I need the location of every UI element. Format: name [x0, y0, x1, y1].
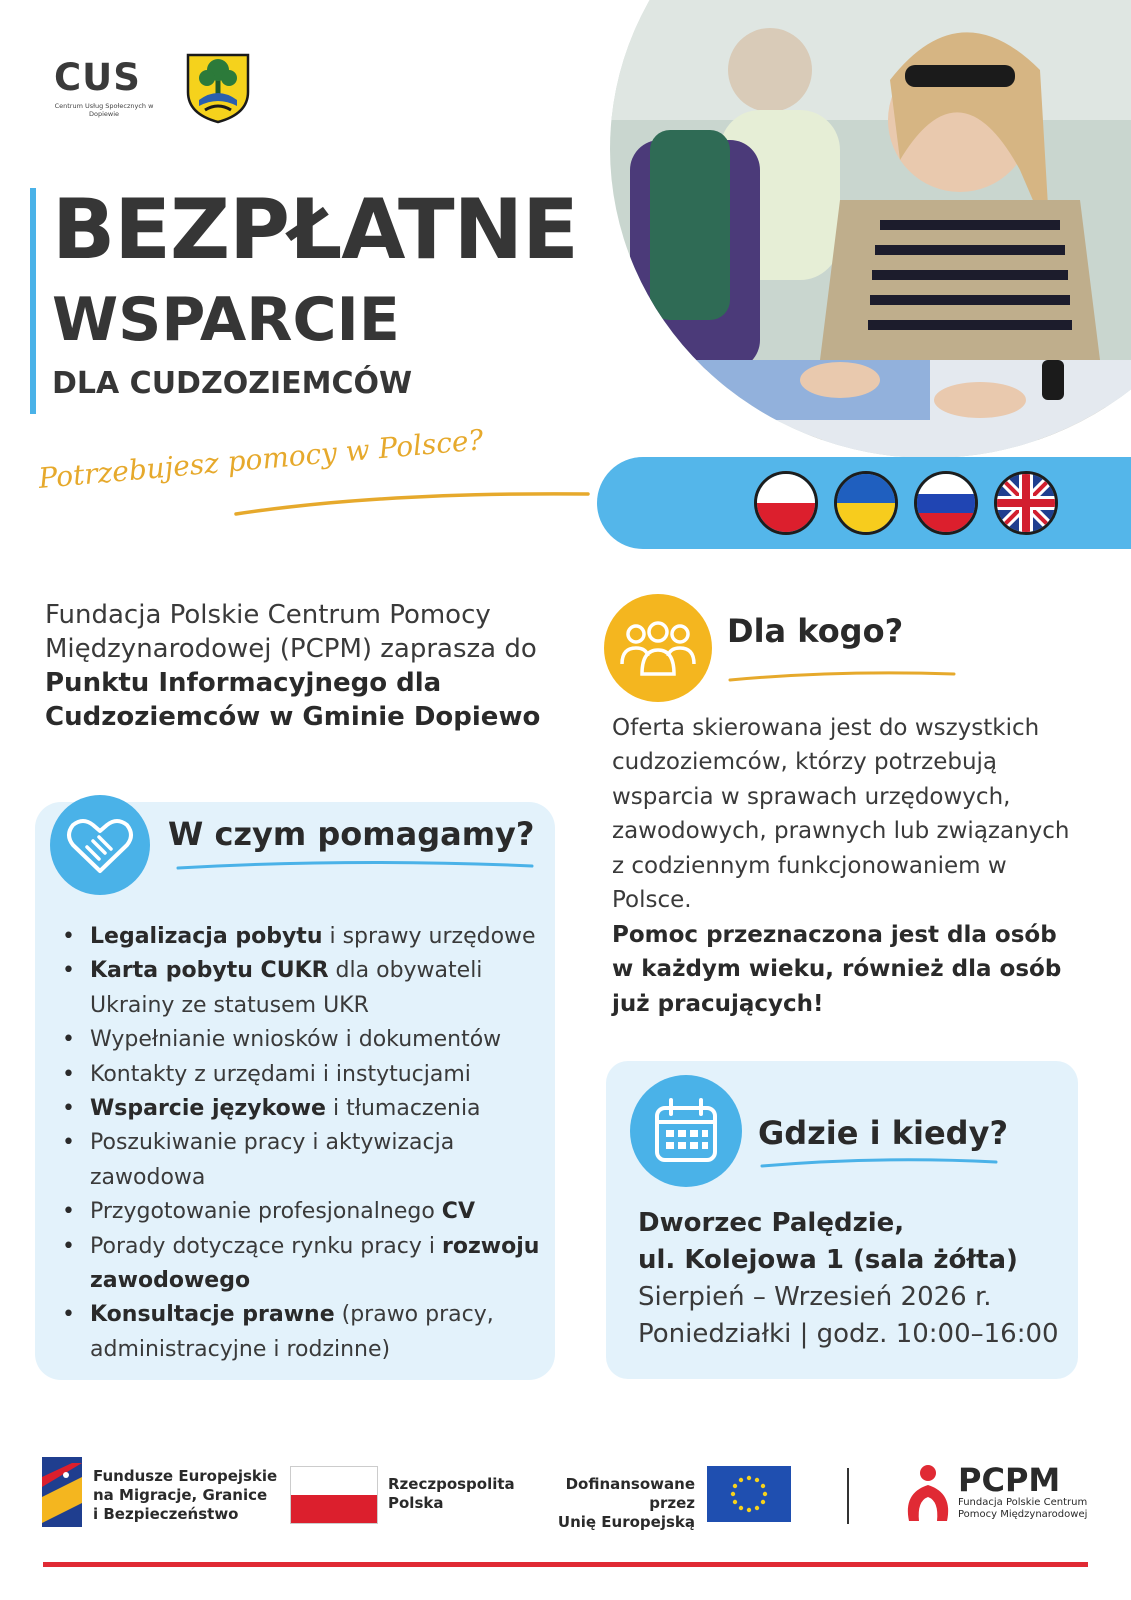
- help-item: • Wypełnianie wniosków i dokumentów: [62, 1023, 542, 1057]
- help-item: • Poszukiwanie pracy i aktywizacja zawodowa: [62, 1126, 542, 1195]
- handshake-icon: [50, 795, 150, 895]
- calendar-icon: [630, 1075, 742, 1187]
- footer-divider: [847, 1468, 849, 1524]
- help-item: • Karta pobytu CUKR dla obywateli Ukrainy ze statusem UKR: [62, 954, 542, 1023]
- help-item: • Przygotowanie profesjonalnego CV: [62, 1195, 542, 1229]
- where-hours: Poniedziałki | godz. 10:00–16:00: [638, 1319, 1059, 1349]
- people-icon: [604, 594, 712, 702]
- where-dates: Sierpień – Wrzesień 2026 r.: [638, 1282, 992, 1312]
- who-title-underline: [728, 668, 958, 684]
- fe-mgb-logo: [42, 1457, 82, 1531]
- dopiewo-crest-logo: [185, 52, 251, 124]
- cus-subtitle: Centrum Usług Społecznych w Dopiewie: [54, 102, 154, 118]
- who-text: Oferta skierowana jest do wszystkich cudzoziemców, którzy potrzebują wsparcia w sprawach urzędowych, zawodowych, prawnych lub związanych z codziennym funkcjonowaniem w Polsce.: [612, 715, 1070, 914]
- polish-flag-icon: [754, 471, 818, 535]
- pcpm-sub-1: Fundacja Polskie Centrum: [958, 1497, 1088, 1508]
- title-line-1: BEZPŁATNE: [52, 181, 578, 278]
- where-title: Gdzie i kiedy?: [758, 1114, 1008, 1152]
- who-title: Dla kogo?: [727, 612, 904, 650]
- intro-text: [45, 598, 575, 734]
- intro-plain: Fundacja Polskie Centrum Pomocy Międzynarodowej (PCPM) zaprasza do: [45, 600, 537, 664]
- polish-flag-logo: [290, 1466, 378, 1524]
- pcpm-logo-mark: [903, 1463, 953, 1527]
- help-item: • Wsparcie językowe i tłumaczenia: [62, 1092, 542, 1126]
- fe-mgb-text: Fundusze Europejskie na Migracje, Granice i Bezpieczeństwo: [93, 1467, 278, 1523]
- help-title-underline: [176, 856, 536, 874]
- intro-bold: Punktu Informacyjnego dla Cudzoziemców w Gminie Dopiewo: [45, 668, 541, 732]
- cus-wordmark: CUS: [54, 56, 141, 99]
- title-line-2: WSPARCIE: [52, 285, 400, 355]
- title-accent-bar: [30, 188, 36, 414]
- help-item: • Legalizacja pobytu i sprawy urzędowe: [62, 920, 542, 954]
- help-list: [62, 920, 542, 1367]
- help-question: Potrzebujesz pomocy w Polsce?: [37, 423, 485, 495]
- rp-text: Rzeczpospolita Polska: [388, 1475, 515, 1512]
- where-title-underline: [760, 1154, 1000, 1170]
- pcpm-name: PCPM: [958, 1461, 1061, 1499]
- footer-red-line: [43, 1562, 1088, 1567]
- language-flags-band: [597, 457, 1131, 549]
- title-line-3: DLA CUDZOZIEMCÓW: [52, 366, 413, 401]
- uk-flag-icon: [994, 471, 1058, 535]
- where-details: [638, 1205, 1078, 1353]
- help-item: • Kontakty z urzędami i instytucjami: [62, 1058, 542, 1092]
- where-place-line-1: Dworzec Palędzie,: [638, 1208, 905, 1238]
- question-underline: [232, 480, 592, 520]
- help-title: W czym pomagamy?: [168, 815, 535, 853]
- where-place-line-2: ul. Kolejowa 1 (sala żółta): [638, 1245, 1018, 1275]
- ukrainian-flag-icon: [834, 471, 898, 535]
- who-bold-text: Pomoc przeznaczona jest dla osób w każdym wieku, również dla osób już pracujących!: [612, 922, 1062, 1017]
- cus-logo: [54, 58, 164, 120]
- help-item: • Konsultacje prawne (prawo pracy, administracyjne i rodzinne): [62, 1298, 542, 1367]
- eu-funding-text: Dofinansowane przez Unię Europejską: [557, 1475, 695, 1531]
- pcpm-sub-2: Pomocy Międzynarodowej: [958, 1509, 1088, 1520]
- help-item: • Porady dotyczące rynku pracy i rozwoju zawodowego: [62, 1230, 542, 1299]
- volunteer-photo: [610, 0, 1131, 458]
- eu-flag-icon: [707, 1466, 791, 1526]
- russian-flag-icon: [914, 471, 978, 535]
- pcpm-logo-text: [958, 1463, 1087, 1521]
